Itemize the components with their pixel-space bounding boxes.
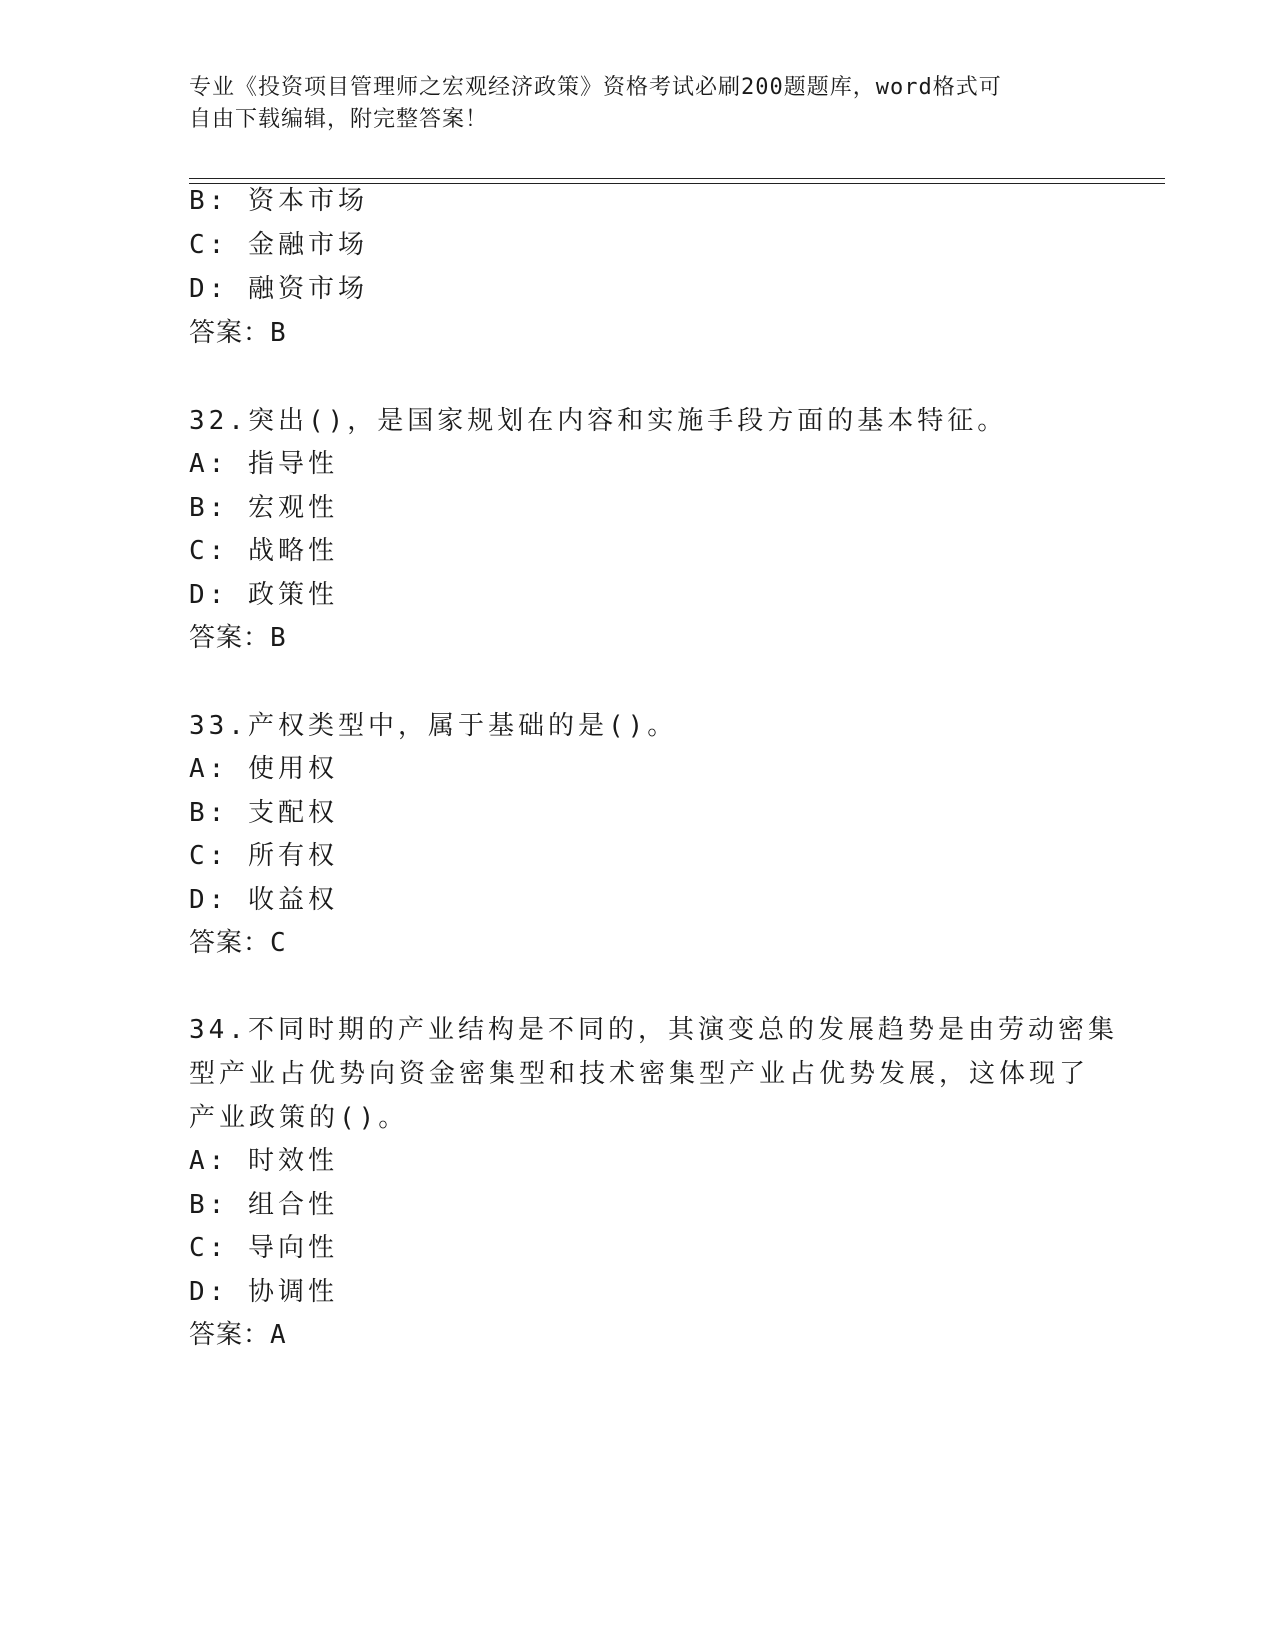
header-line-2: 自由下载编辑，附完整答案！ <box>189 107 489 132</box>
q31-option-b: B: 资本市场 <box>189 186 368 216</box>
q34-question-line-1: 34.不同时期的产业结构是不同的，其演变总的发展趋势是由劳动密集 <box>189 1015 1118 1045</box>
q33-option-d: D: 收益权 <box>189 885 338 915</box>
q34-option-d: D: 协调性 <box>189 1277 338 1307</box>
q33-question: 33.产权类型中，属于基础的是()。 <box>189 711 678 741</box>
q34-question-line-2: 型产业占优势向资金密集型和技术密集型产业占优势发展，这体现了 <box>189 1059 1090 1089</box>
q34-option-a: A: 时效性 <box>189 1146 338 1176</box>
q33-answer: 答案：C <box>189 928 287 958</box>
q31-answer: 答案：B <box>189 318 287 348</box>
header-rule-top <box>189 178 1165 179</box>
q31-option-d: D: 融资市场 <box>189 274 368 304</box>
q33-option-b: B: 支配权 <box>189 798 338 828</box>
q32-option-c: C: 战略性 <box>189 536 338 566</box>
q33-option-a: A: 使用权 <box>189 754 338 784</box>
q32-question: 32.突出()，是国家规划在内容和实施手段方面的基本特征。 <box>189 406 1008 436</box>
q32-option-b: B: 宏观性 <box>189 493 338 523</box>
q34-question-line-3: 产业政策的()。 <box>189 1103 409 1133</box>
q33-option-c: C: 所有权 <box>189 841 338 871</box>
header-line-1: 专业《投资项目管理师之宏观经济政策》资格考试必刷200题题库，word格式可 <box>189 75 1002 100</box>
document-header <box>189 72 1069 136</box>
q32-answer: 答案：B <box>189 623 287 653</box>
q34-option-b: B: 组合性 <box>189 1190 338 1220</box>
q34-option-c: C: 导向性 <box>189 1233 338 1263</box>
q32-option-d: D: 政策性 <box>189 580 338 610</box>
q34-answer: 答案：A <box>189 1320 287 1350</box>
q32-option-a: A: 指导性 <box>189 449 338 479</box>
q31-option-c: C: 金融市场 <box>189 230 368 260</box>
